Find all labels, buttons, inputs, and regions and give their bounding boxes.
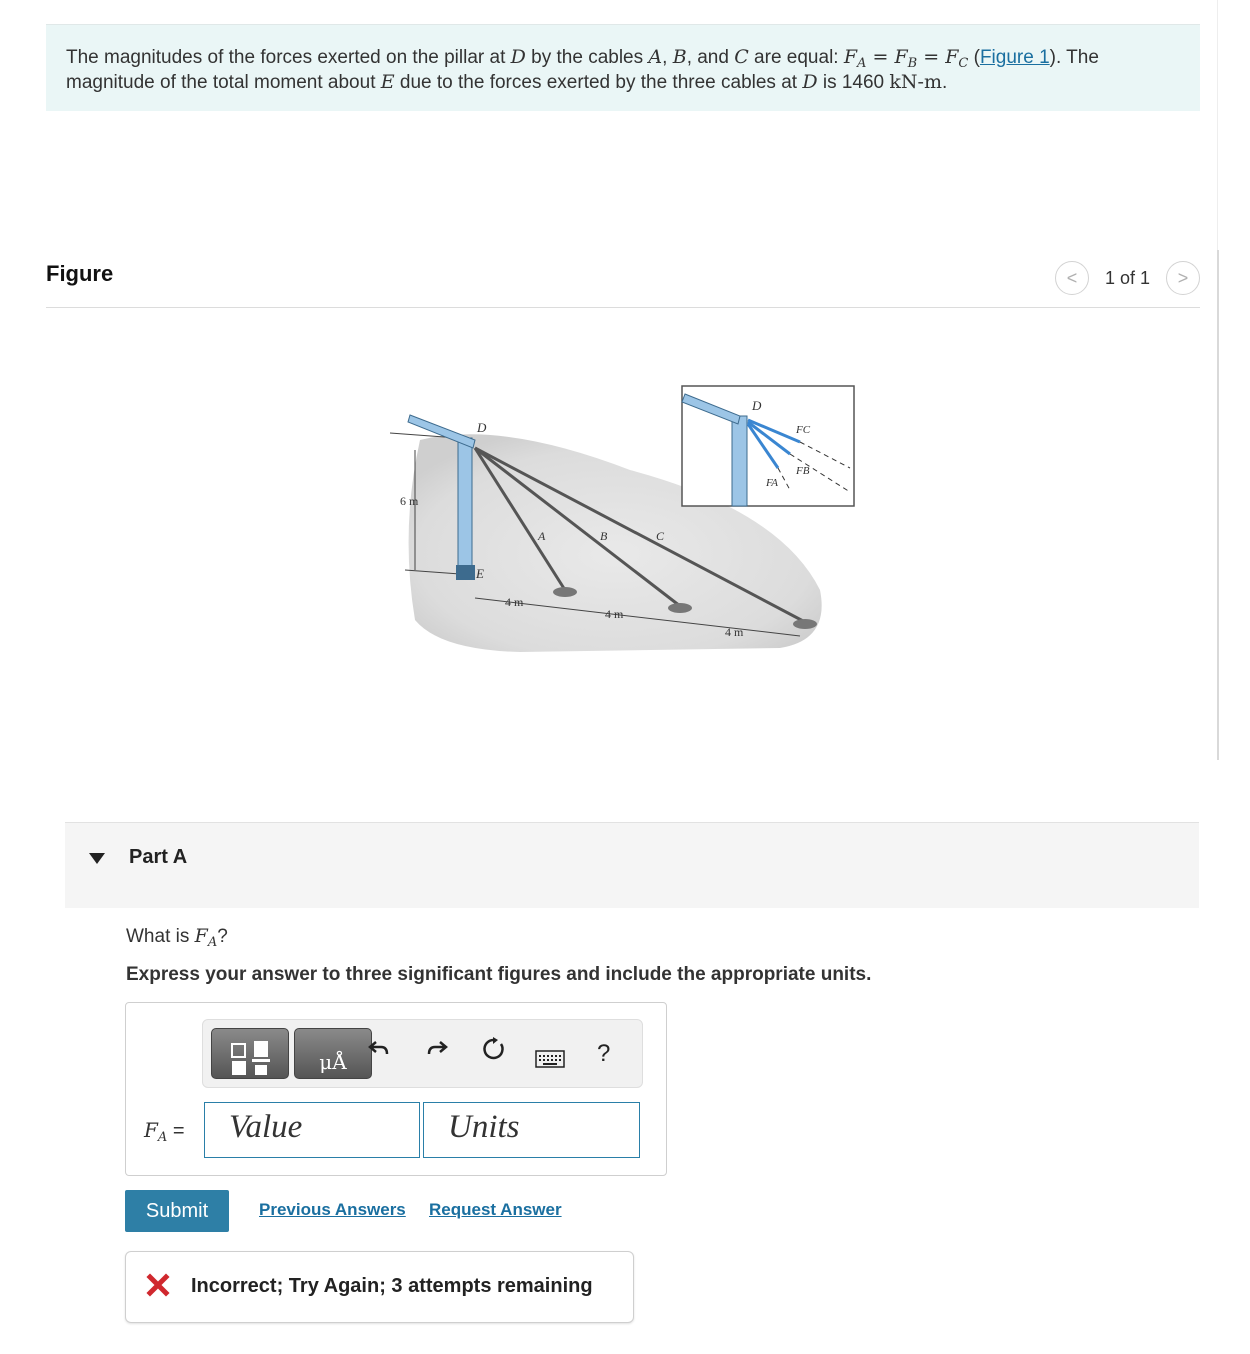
figure-page-indicator: 1 of 1 [1104,267,1150,288]
problem-text-2: by the cables [525,47,649,68]
templates-button[interactable] [211,1028,289,1079]
var-FB [894,46,918,71]
figure-pager [1055,260,1200,296]
redo-icon [425,1036,449,1060]
var-D: D [510,46,526,68]
units-symbol-icon: μÅ [319,1050,347,1074]
label-D: D [477,420,487,435]
problem-text-6: magnitude of the total moment about [66,72,381,93]
feedback-text: Incorrect; Try Again; 3 attempts remaining [191,1275,593,1297]
equals-sign: = [167,1120,185,1142]
var-FC [945,46,969,71]
problem-text-8: is 1460 [817,72,890,93]
submit-button[interactable]: Submit [125,1190,229,1232]
undo-button[interactable] [367,1036,391,1067]
help-icon: ? [597,1040,611,1067]
error-x-icon [146,1273,170,1297]
keyboard-button[interactable] [535,1044,565,1075]
question-suffix: ? [217,926,228,947]
sub-A: A [207,935,218,950]
input-label [144,1118,185,1143]
comma: , [662,47,673,68]
input-var [144,1118,168,1145]
figure-1-link[interactable]: Figure 1 [979,47,1050,68]
answer-box [125,1002,667,1176]
var-E: E [380,71,395,93]
label-FA: FA [766,477,779,489]
figure-title: Figure [46,261,114,286]
sub-A: A [857,56,867,71]
problem-statement: The magnitudes of the forces exerted on the pillar at D by the cables A, B, and C are equal: $F_A = F_B = F_C$ (Figure 1). The magnitude of the total moment about E due to the forces exerted by the three cables at D is 1460 kN-m. [46,24,1200,111]
F-symbol: F [894,46,908,68]
inset-label-D: D [752,398,762,413]
label-A: A [538,529,546,543]
F-symbol: F [194,925,208,947]
equals: = [917,46,946,68]
chevron-right-icon: > [1177,267,1189,288]
problem-text-1: The magnitudes of the forces exerted on the pillar at [66,47,511,68]
label-FB: FB [796,465,810,477]
collapse-triangle-icon[interactable] [89,853,105,864]
pillar-cables-figure [380,380,860,660]
units-input[interactable]: Units [423,1102,640,1158]
question-var [194,925,218,950]
reset-icon [481,1036,507,1062]
sub-A: A [157,1130,168,1145]
problem-text-4: are equal: [748,47,844,68]
next-figure-button[interactable] [1166,261,1200,295]
var-A: A [648,46,663,68]
var-D: D [802,71,818,93]
var-B: B [672,46,687,68]
reset-button[interactable] [481,1036,507,1069]
F-symbol: F [843,46,858,68]
question-text [126,925,228,948]
templates-icon [212,1029,290,1080]
label-B: B [600,529,608,543]
var-FA [843,46,867,71]
pillar [458,438,472,578]
sub-C: C [958,56,969,71]
period: . [941,72,948,93]
right-divider [1217,250,1219,760]
height-label: 6 m [400,494,419,508]
label-FC: FC [796,424,811,436]
sub-B: B [907,56,918,71]
redo-button[interactable] [425,1036,449,1067]
keyboard-icon [535,1050,565,1068]
figure-header [46,256,1200,308]
label-E: E [476,566,484,581]
var-C: C [734,46,749,68]
problem-text-7: due to the forces exerted by the three cables at [394,72,803,93]
anchor-B [668,603,692,613]
previous-answers-link[interactable]: Previous Answers [259,1200,406,1219]
request-answer-link[interactable]: Request Answer [429,1200,562,1219]
value-input[interactable]: Value [204,1102,420,1158]
label-C: C [656,529,665,543]
span3-label: 4 m [725,625,744,639]
answer-instruction: Express your answer to three significant figures and include the appropriate units. [126,964,872,985]
right-divider-top [1217,0,1218,250]
part-a-header[interactable] [65,822,1199,908]
F-symbol: F [945,46,959,68]
question-prefix: What is [126,926,195,947]
problem-text-3: , and [686,47,735,68]
help-button[interactable] [597,1040,610,1068]
prev-figure-button[interactable] [1055,261,1089,295]
equals: = [866,46,895,68]
math-toolbar [202,1019,643,1088]
span1-label: 4 m [505,595,524,609]
units-symbol-button[interactable] [294,1028,372,1079]
part-a-title: Part A [129,846,188,868]
inset-pillar [732,416,747,506]
F-symbol: F [144,1118,158,1142]
feedback-box [125,1251,634,1323]
span2-label: 4 m [605,607,624,621]
anchor-C [793,619,817,629]
chevron-left-icon: < [1066,267,1078,288]
anchor-A [553,587,577,597]
problem-text-5: ). The [1049,47,1099,68]
pillar-base [456,565,475,580]
moment-units: kN-m [889,71,942,93]
undo-icon [367,1036,391,1060]
